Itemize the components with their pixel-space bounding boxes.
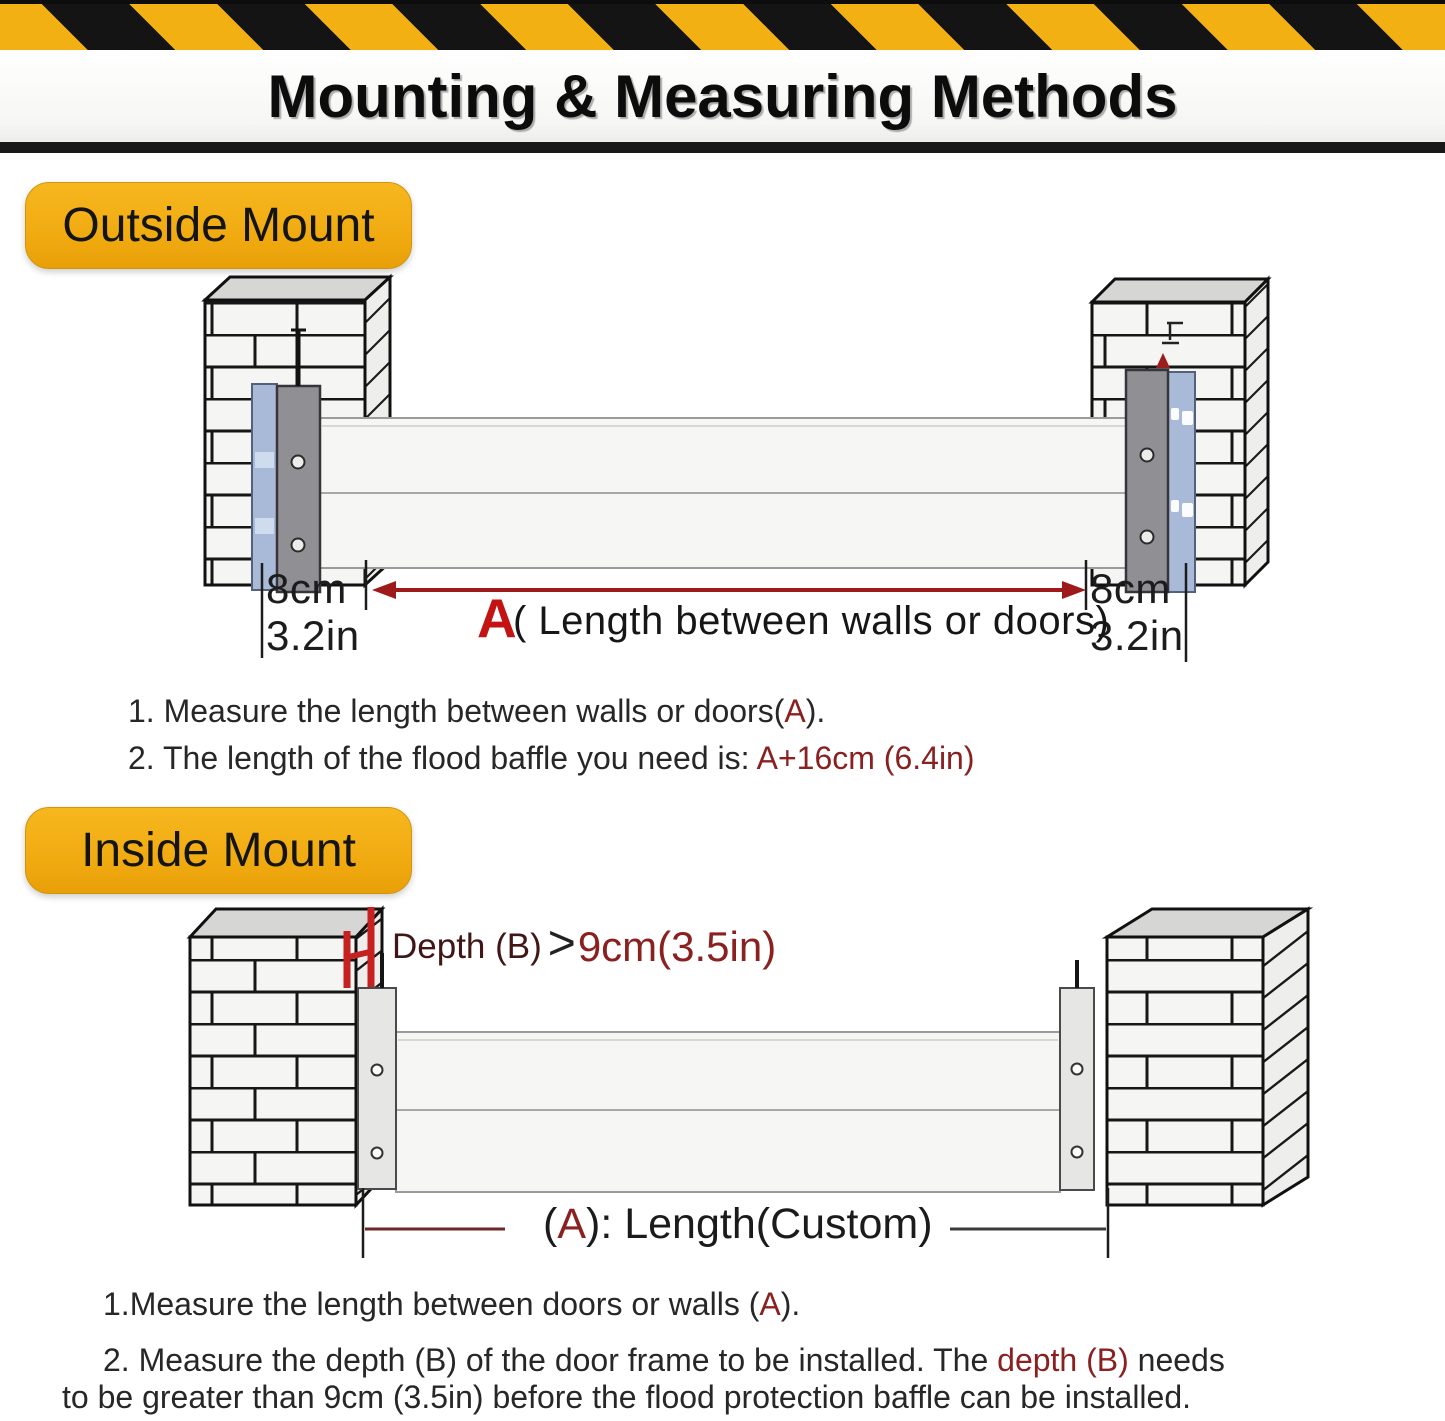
inside-instruction-1-letter: A xyxy=(759,1286,781,1322)
inside-mount-badge xyxy=(25,807,412,894)
inside-instruction-2-text: 2. Measure the depth (B) of the door frame to be installed. The xyxy=(103,1342,998,1378)
outside-mount-badge xyxy=(25,182,412,269)
seal-strip-left xyxy=(252,384,277,590)
header-banner xyxy=(0,0,1445,155)
flood-barrier-panel xyxy=(320,418,1130,568)
inside-mount-badge-label: Inside Mount xyxy=(81,824,356,877)
u-channel-left xyxy=(358,988,396,1189)
outside-instruction-2-formula: A+16cm (6.4in) xyxy=(756,740,975,776)
depth-label: Depth (B) xyxy=(392,926,542,966)
custom-length-paren: ( xyxy=(543,1200,558,1248)
u-channel-right xyxy=(1060,988,1094,1190)
dimension-left-in: 3.2in xyxy=(266,612,360,659)
dimension-left-cm: 8cm xyxy=(266,565,347,612)
length-between-walls-label: ( Length between walls or doors) xyxy=(513,599,1110,643)
inside-instruction-2 xyxy=(103,1342,1225,1379)
outside-instruction-1-text: 1. Measure the length between walls or doors( xyxy=(128,693,785,729)
hazard-stripes xyxy=(0,0,1445,50)
inside-instruction-1-end: ). xyxy=(780,1286,801,1322)
custom-length-text: ): Length(Custom) xyxy=(586,1200,933,1248)
page-title: Mounting & Measuring Methods xyxy=(267,62,1178,130)
outside-instruction-2 xyxy=(128,740,975,777)
dimension-right-cm: 8cm xyxy=(1090,565,1171,612)
mounting-bracket-right xyxy=(1126,370,1168,592)
inside-instruction-2-end: needs xyxy=(1128,1342,1225,1378)
dimension-left xyxy=(266,565,360,659)
inside-instruction-3: to be greater than 9cm (3.5in) before the flood protection baffle can be installed. xyxy=(62,1379,1192,1415)
inside-instruction-1-text: 1.Measure the length between doors or walls ( xyxy=(103,1286,760,1322)
inside-instruction-1 xyxy=(103,1286,800,1323)
inside-instruction-2-depth: depth (B) xyxy=(997,1342,1129,1378)
depth-annotation xyxy=(392,916,776,977)
length-letter-a: A xyxy=(477,587,517,649)
outside-instruction-1 xyxy=(128,693,825,730)
custom-length-letter: A xyxy=(557,1200,587,1248)
mounting-bracket-left xyxy=(277,386,320,592)
greater-than-sign: > xyxy=(547,917,576,970)
outside-instruction-1-letter: A xyxy=(784,693,806,729)
title-band xyxy=(0,50,1445,142)
depth-value: 9cm(3.5in) xyxy=(577,922,777,970)
custom-length-label xyxy=(543,1200,933,1249)
outside-mount-badge-label: Outside Mount xyxy=(62,199,375,252)
seal-strip-right xyxy=(1168,372,1195,592)
flood-barrier-panel xyxy=(396,1032,1060,1192)
outside-instruction-2-text: 2. The length of the flood baffle you need is: xyxy=(128,740,757,776)
right-brick-pillar xyxy=(1107,909,1308,1205)
banner-divider-bar xyxy=(0,142,1445,153)
dimension-right-in: 3.2in xyxy=(1090,612,1184,659)
outside-instruction-1-end: ). xyxy=(805,693,826,729)
